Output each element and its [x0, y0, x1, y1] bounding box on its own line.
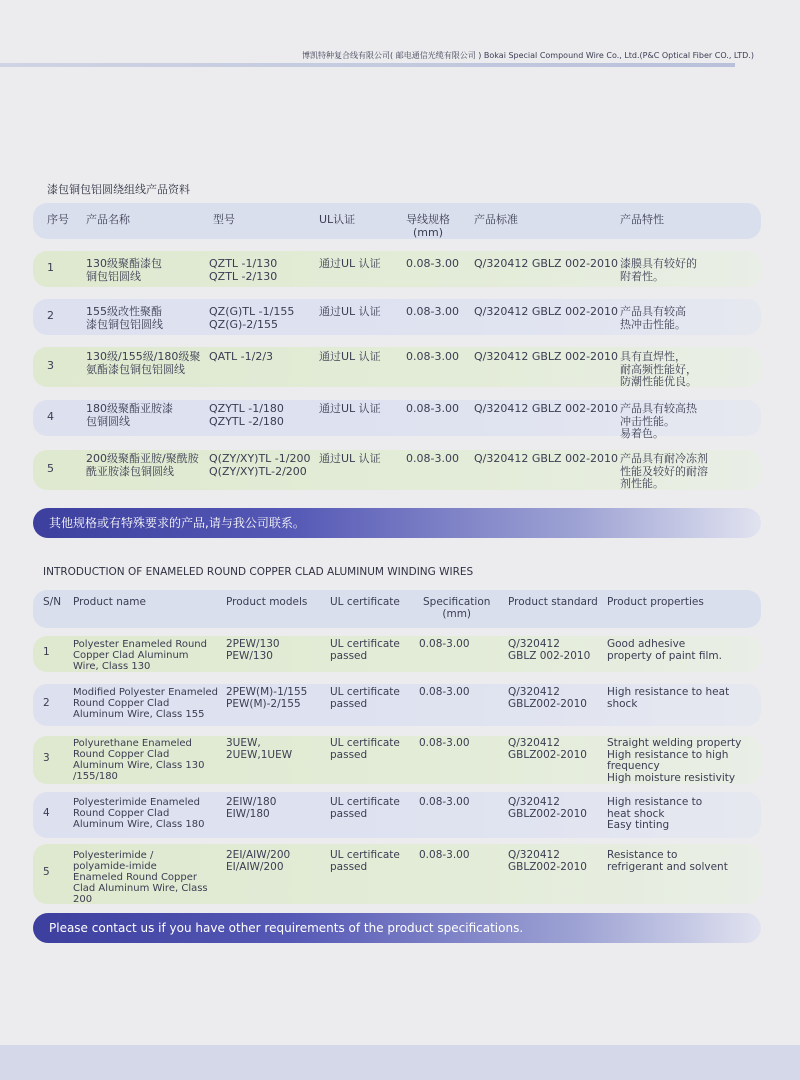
en-cell-model: 2PEW/130 PEW/130 [226, 638, 280, 662]
en-cell-spec: 0.08-3.00 [419, 849, 470, 861]
cn-cell-ul: 通过UL 认证 [319, 452, 381, 465]
en-cell-name: Polyesterimide Enameled Round Copper Clad Aluminum Wire, Class 180 [73, 797, 205, 830]
cn-cell-no: 2 [47, 309, 54, 322]
cn-cell-property: 产品具有耐冷冻剂 性能及较好的耐溶 剂性能。 [620, 452, 708, 490]
cn-product-table [33, 203, 761, 490]
en-col-ul: UL certificate [330, 596, 400, 608]
cn-cell-standard: Q/320412 GBLZ 002-2010 [474, 305, 619, 318]
cn-table-row [33, 251, 761, 287]
en-cell-model: 2EI/AIW/200 EI/AIW/200 [226, 849, 291, 873]
en-cell-ul: UL certificate passed [330, 796, 400, 820]
cn-cell-model: QZTL -1/130 QZTL -2/130 [209, 257, 278, 283]
en-cell-no: 4 [43, 807, 50, 819]
en-cell-no: 1 [43, 646, 50, 658]
en-cell-spec: 0.08-3.00 [419, 796, 470, 808]
en-cell-property: Good adhesive property of paint film. [607, 638, 722, 662]
en-cell-spec: 0.08-3.00 [419, 686, 470, 698]
cn-cell-name: 130级聚酯漆包 铜包铝圆线 [86, 257, 162, 283]
cn-cell-name: 200级聚酯亚胺/聚酰胺 酰亚胺漆包铜圆线 [86, 452, 199, 478]
cn-cell-model: QZ(G)TL -1/155 QZ(G)-2/155 [209, 305, 295, 331]
en-cell-ul: UL certificate passed [330, 638, 400, 662]
cn-cell-standard: Q/320412 GBLZ 002-2010 [474, 452, 619, 465]
page-bottom-band [0, 1045, 800, 1080]
en-table-row [33, 792, 761, 838]
cn-col-name: 产品名称 [86, 213, 130, 226]
en-cell-name: Modified Polyester Enameled Round Copper Clad Aluminum Wire, Class 155 [73, 687, 219, 720]
cn-cell-spec: 0.08-3.00 [406, 305, 459, 318]
en-cell-model: 2PEW(M)-1/155 PEW(M)-2/155 [226, 686, 308, 710]
company-header: 博凯特种复合线有限公司( 邮电通信光缆有限公司 ) Bokai Special Compound Wire Co., Ltd.(P&C Optical Fiber CO., LTD.) [302, 51, 754, 60]
cn-cell-name: 155级改性聚酯 漆包铜包铝圆线 [86, 305, 163, 331]
cn-cell-spec: 0.08-3.00 [406, 350, 459, 363]
en-section-title: INTRODUCTION OF ENAMELED ROUND COPPER CLAD ALUMINUM WINDING WIRES [43, 566, 474, 578]
en-cell-standard: Q/320412 GBLZ002-2010 [508, 686, 587, 710]
en-cell-no: 3 [43, 752, 50, 764]
en-cell-name: Polyester Enameled Round Copper Clad Aluminum Wire, Class 130 [73, 639, 207, 672]
en-cell-spec: 0.08-3.00 [419, 638, 470, 650]
cn-cell-property: 漆膜具有较好的 附着性。 [620, 257, 697, 283]
en-cell-standard: Q/320412 GBLZ002-2010 [508, 849, 587, 873]
en-cell-model: 3UEW, 2UEW,1UEW [226, 737, 293, 761]
en-col-spec: Specification (mm) [423, 596, 491, 620]
cn-cell-standard: Q/320412 GBLZ 002-2010 [474, 350, 619, 363]
cn-cell-standard: Q/320412 GBLZ 002-2010 [474, 257, 619, 270]
cn-cell-name: 180级聚酯亚胺漆 包铜圆线 [86, 402, 173, 428]
en-cell-standard: Q/320412 GBLZ002-2010 [508, 737, 587, 761]
en-col-no: S/N [43, 596, 62, 608]
en-contact-banner: Please contact us if you have other requirements of the product specifications. [33, 913, 761, 943]
cn-col-ul: UL认证 [319, 213, 356, 226]
cn-cell-spec: 0.08-3.00 [406, 257, 459, 270]
cn-cell-property: 产品具有较高 热冲击性能。 [620, 305, 686, 331]
en-col-model: Product models [226, 596, 308, 608]
cn-cell-spec: 0.08-3.00 [406, 452, 459, 465]
cn-cell-no: 3 [47, 359, 54, 372]
cn-cell-property: 产品具有较高热 冲击性能。 易着色。 [620, 402, 697, 440]
en-cell-name: Polyurethane Enameled Round Copper Clad Aluminum Wire, Class 130 /155/180 [73, 738, 205, 782]
en-cell-spec: 0.08-3.00 [419, 737, 470, 749]
cn-cell-no: 1 [47, 261, 54, 274]
cn-cell-ul: 通过UL 认证 [319, 350, 381, 363]
cn-table-row [33, 347, 761, 387]
en-cell-ul: UL certificate passed [330, 686, 400, 710]
cn-col-property: 产品特性 [620, 213, 664, 226]
cn-cell-no: 5 [47, 462, 54, 475]
cn-cell-model: Q(ZY/XY)TL -1/200 Q(ZY/XY)TL-2/200 [209, 452, 311, 478]
en-cell-standard: Q/320412 GBLZ002-2010 [508, 796, 587, 820]
en-product-table [33, 590, 761, 908]
en-cell-property: Resistance to refrigerant and solvent [607, 849, 728, 873]
en-cell-ul: UL certificate passed [330, 737, 400, 761]
cn-cell-model: QATL -1/2/3 [209, 350, 274, 363]
cn-table-row [33, 299, 761, 335]
cn-col-standard: 产品标准 [474, 213, 518, 226]
en-cell-ul: UL certificate passed [330, 849, 400, 873]
en-table-row [33, 844, 761, 904]
cn-cell-ul: 通过UL 认证 [319, 257, 381, 270]
en-cell-property: Straight welding property High resistance to high frequency High moisture resistivity [607, 737, 742, 784]
cn-cell-spec: 0.08-3.00 [406, 402, 459, 415]
cn-table-row [33, 450, 761, 490]
en-cell-model: 2EIW/180 EIW/180 [226, 796, 277, 820]
en-col-standard: Product standard [508, 596, 598, 608]
en-col-name: Product name [73, 596, 146, 608]
en-table-row [33, 736, 761, 784]
en-table-header [33, 590, 761, 628]
en-col-property: Product properties [607, 596, 704, 608]
cn-section-title: 漆包铜包铝圆绕组线产品资料 [47, 183, 190, 196]
header-rule [0, 63, 735, 67]
cn-cell-ul: 通过UL 认证 [319, 402, 381, 415]
cn-col-model: 型号 [213, 213, 235, 226]
en-cell-no: 2 [43, 697, 50, 709]
cn-table-header [33, 203, 761, 239]
en-table-row [33, 684, 761, 726]
cn-cell-name: 130级/155级/180级聚 氨酯漆包铜包铝圆线 [86, 350, 201, 376]
cn-col-spec: 导线规格 (mm) [406, 213, 450, 239]
en-cell-name: Polyesterimide / polyamide-imide Enameled Round Copper Clad Aluminum Wire, Class 200 [73, 850, 208, 905]
cn-contact-banner: 其他规格或有特殊要求的产品,请与我公司联系。 [33, 508, 761, 538]
cn-cell-standard: Q/320412 GBLZ 002-2010 [474, 402, 619, 415]
en-cell-property: High resistance to heat shock Easy tinting [607, 796, 703, 831]
cn-cell-property: 具有直焊性， 耐高频性能好， 防潮性能优良。 [620, 350, 697, 388]
cn-table-row [33, 400, 761, 440]
en-table-row [33, 636, 761, 672]
cn-cell-ul: 通过UL 认证 [319, 305, 381, 318]
cn-col-no: 序号 [47, 213, 69, 226]
en-cell-property: High resistance to heat shock [607, 686, 730, 710]
cn-cell-no: 4 [47, 410, 54, 423]
en-cell-no: 5 [43, 866, 50, 878]
cn-cell-model: QZYTL -1/180 QZYTL -2/180 [209, 402, 284, 428]
en-cell-standard: Q/320412 GBLZ 002-2010 [508, 638, 591, 662]
